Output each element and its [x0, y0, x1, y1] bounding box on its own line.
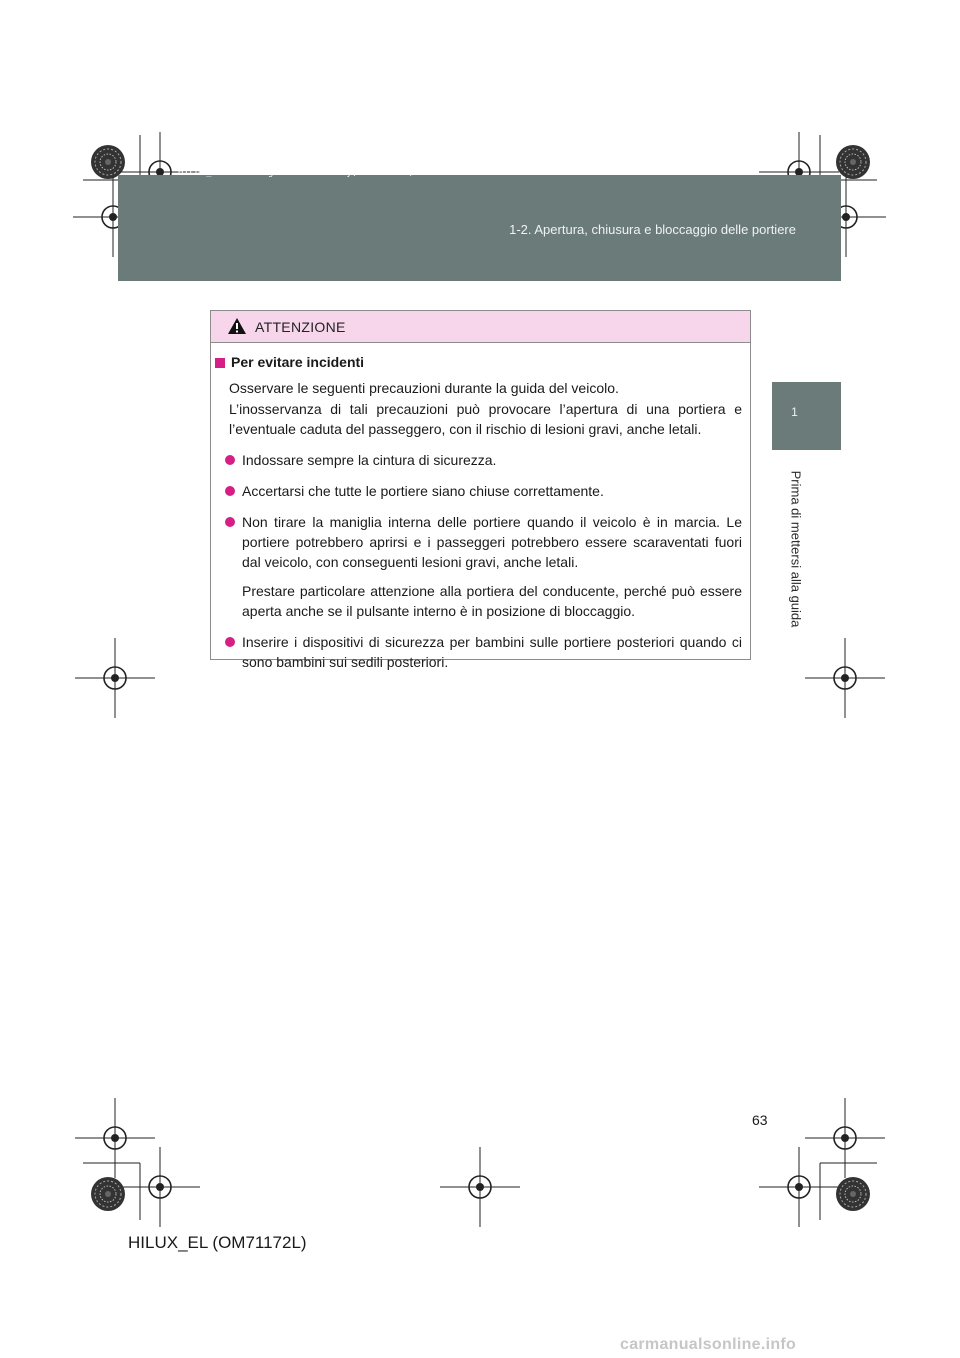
registration-mark-icon	[805, 1098, 885, 1178]
registration-mark-icon	[440, 1147, 520, 1227]
registration-mark-icon	[805, 638, 885, 718]
list-item: Accertarsi che tutte le portiere siano chiuse correttamente.	[225, 481, 742, 501]
square-bullet-icon	[215, 358, 225, 368]
warning-triangle-icon	[227, 317, 247, 335]
warning-box	[210, 310, 751, 670]
chapter-number: 1	[791, 405, 798, 419]
circle-bullet-icon	[225, 517, 235, 527]
registration-mark-icon	[75, 638, 155, 718]
warning-header	[211, 311, 750, 343]
warning-title: ATTENZIONE	[255, 319, 346, 335]
registration-mark-icon	[759, 1147, 839, 1227]
model-code: HILUX_EL (OM71172L)	[128, 1233, 307, 1252]
intro-paragraph: Osservare le seguenti precauzioni durante la guida del veicolo.	[229, 380, 619, 396]
watermark: carmanualsonline.info	[620, 1336, 797, 1353]
radial-target-icon	[91, 145, 125, 179]
intro-paragraph: L’inosservanza di tali precauzioni può provocare l’apertura di una portiera e l’eventuale caduta del passeggero, con il rischio di lesioni gravi, anche letali.	[229, 401, 742, 437]
radial-target-icon	[91, 1177, 125, 1211]
registration-mark-icon	[120, 1147, 200, 1227]
list-item: Indossare sempre la cintura di sicurezza.	[225, 450, 742, 470]
circle-bullet-icon	[225, 637, 235, 647]
radial-target-icon	[836, 1177, 870, 1211]
section-header-title: 1-2. Apertura, chiusura e bloccaggio delle portiere	[509, 222, 796, 237]
warning-section-title: Per evitare incidenti	[215, 352, 364, 372]
radial-target-icon	[836, 145, 870, 179]
book-stamp: HILUX_EL.book Page 63 Wednesday, March 23, 2011 3:30 PM	[178, 168, 488, 178]
list-item: Inserire i dispositivi di sicurezza per bambini sulle portiere posteriori quando ci sono bambini sui sedili posteriori.	[225, 632, 742, 672]
list-item-note: Prestare particolare attenzione alla portiera del conducente, perché può essere aperta anche se il pulsante interno è in posizione di bloccaggio.	[242, 583, 742, 619]
chapter-label: Prima di mettersi alla guida	[788, 470, 804, 628]
registration-mark-icon	[75, 1098, 155, 1178]
circle-bullet-icon	[225, 455, 235, 465]
circle-bullet-icon	[225, 486, 235, 496]
list-item: Non tirare la maniglia interna delle portiere quando il veicolo è in marcia. Le portiere potrebbero aprirsi e i passeggeri potrebbero essere scaraventati fuori dal veicolo, con conseguenti lesioni gravi, anche letali.	[225, 512, 742, 572]
page-number: 63	[752, 1112, 768, 1128]
